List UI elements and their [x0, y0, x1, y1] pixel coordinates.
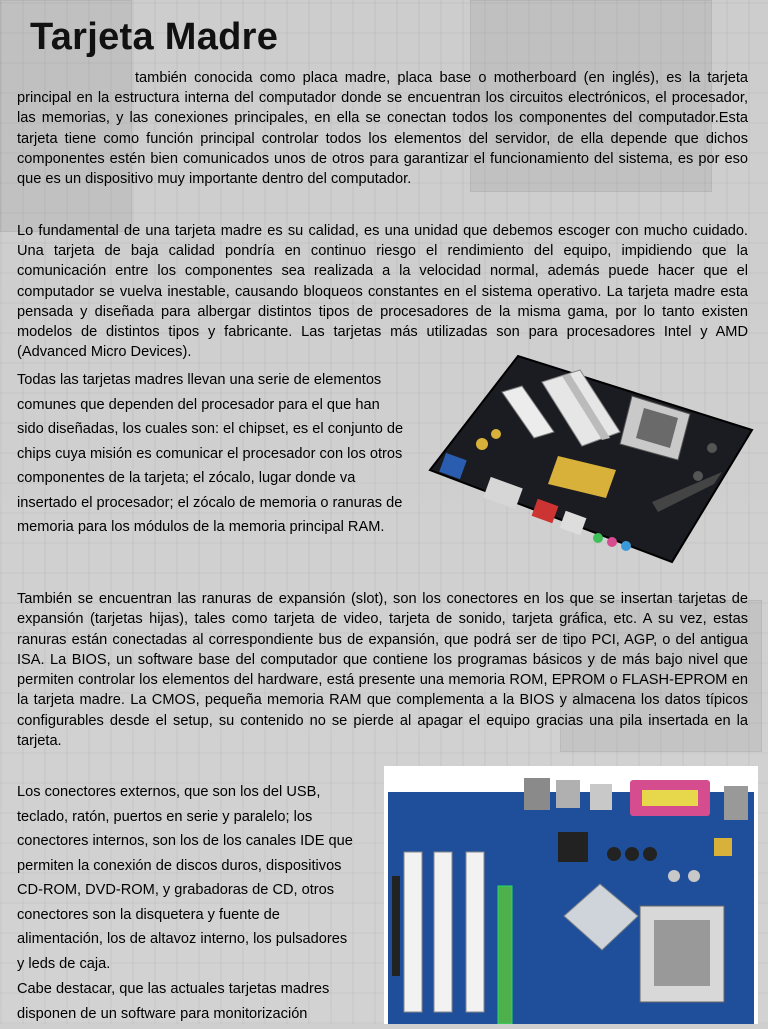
paragraph-intro: también conocida como placa madre, placa base o motherboard (en inglés), es la tarjeta principal en la estructura interna del computador donde se encuentran los circuitos electrónicos, el procesador, las memorias, y las conexiones principales, en ella se conectan todos los componentes del computador.Esta tarjeta tiene como función principal controlar todos los elementos del servidor, de ella depende que dichos componentes estén bien comunicados unos de otros para garantizar el funcionamiento del sistema, es por eso que es un dispositivo muy importante dentro del computador.: [17, 70, 748, 188]
paragraph-quality: Lo fundamental de una tarjeta madre es su calidad, es una unidad que debemos escoger con mucho cuidado. Una tarjeta de baja calidad pondría en continuo riesgo el rendimiento del equipo, impidiendo que la comunicación entre los componentes sea realizada a la velocidad normal, además puede hacer que el computador se vuelva inestable, causando bloqueos constantes en el sistema operativo. La tarjeta madre esta pensada y diseñada para albergar distintos tipos de procesadores de la misma gama, por lo tanto existen modelos de distintos tipos y fabricante. Las tarjetas más utilizadas son para procesadores Intel y AMD (Advanced Micro Devices).: [17, 223, 748, 361]
pci-slot: [404, 852, 422, 1012]
motherboard-illustration-1: [422, 352, 754, 564]
motherboard-illustration-2: [384, 766, 758, 1024]
motherboard-photo-1: [422, 352, 754, 564]
pci-slot: [466, 852, 484, 1012]
paragraph-connectors: Los conectores externos, que son los del USB, teclado, ratón, puertos en serie y paralelo; los conectores internos, son los de los canales IDE que permiten la conexión de discos duros, dispositivos CD-ROM, DVD-ROM, y grabadoras de CD, otros conectores son la disquetera y fuente de alimentación, los de altavoz interno, los pulsadores y leds de caja.: [17, 784, 353, 972]
paragraph-elements: Todas las tarjetas madres llevan una serie de elementos comunes que dependen del procesador para el que han sido diseñadas, los cuales son: el chipset, es el conjunto de chips cuya misión es comunicar el procesador con los otros componentes de la tarjeta; el zócalo, lugar donde va insertado el procesador; el zócalo de memoria o ranuras de memoria para los módulos de la memoria principal RAM.: [17, 372, 404, 535]
motherboard-photo-2: [384, 766, 758, 1024]
ps2-port: [524, 778, 550, 810]
page-title: Tarjeta Madre: [30, 16, 279, 58]
chip: [558, 832, 588, 862]
pci-slot: [434, 852, 452, 1012]
paragraph-expansion: También se encuentran las ranuras de expansión (slot), son los conectores en los que se insertan tarjetas de expansión (tarjetas hijas), tales como tarjeta de video, tarjeta de sonido, tarjeta gráfica, etc. A su vez, estas ranuras están conectadas al correspondiente bus de expansión, que podrá ser de tipo PCI, AGP, o del antigua ISA. La BIOS, un software base del computador que contiene los programas básicos y de más bajo nivel que permiten controlar los elementos del hardware, está presente una memoria ROM, EPROM o FLASH-EPROM en la tarjeta madre. La CMOS, pequeña memoria RAM que complementa a la BIOS y almacena los datos típicos configurables desde el setup, su contenido no se pierde al apagar el equipo gracias una pila insertada en la tarjeta.: [17, 591, 748, 750]
paragraph-software: Cabe destacar, que las actuales tarjetas madres disponen de un software para monitorización: [17, 981, 330, 1022]
pcie-slot: [498, 886, 512, 1024]
